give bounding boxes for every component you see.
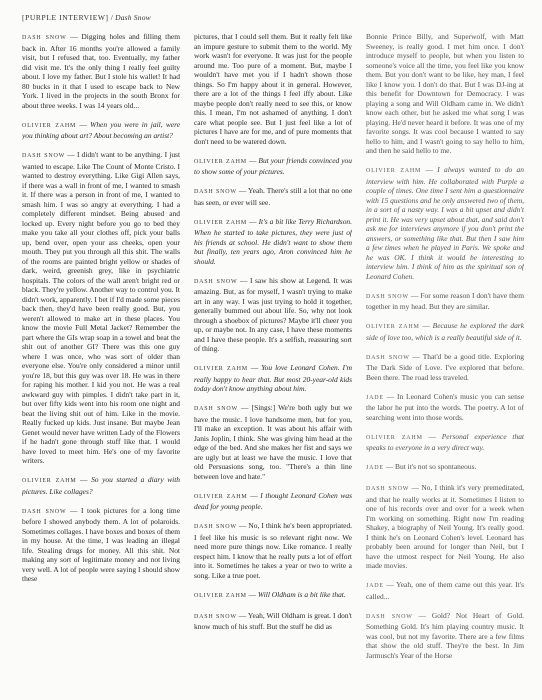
paragraph-text: I thought Leonard Cohen was dead for young people. [194, 490, 352, 511]
speaker-dash: — [66, 505, 81, 515]
speaker-name: DASH SNOW [194, 189, 237, 195]
paragraph-text: So you started a diary with pictures. Like collages? [22, 475, 180, 496]
speaker-dash: — [237, 403, 252, 412]
speaker-dash: — [246, 155, 259, 165]
speaker-name: OLIVIER ZAHM [194, 219, 247, 226]
answer-paragraph [366, 352, 524, 383]
answer-paragraph [366, 392, 524, 423]
speaker-dash: — [383, 462, 396, 471]
speaker-name: OLIVIER ZAHM [194, 158, 247, 165]
speaker-dash: — [412, 610, 432, 620]
paragraph-text: Yeah, Will Oldham is great. I don't know much of his stuff. But the stuff he did as [194, 610, 352, 631]
answer-paragraph [194, 186, 352, 207]
answer-paragraph [194, 611, 352, 632]
text-columns [22, 32, 526, 696]
answer-paragraph [366, 580, 524, 601]
continued-paragraph [366, 32, 524, 156]
answer-paragraph [22, 506, 180, 584]
continued-paragraph [194, 32, 352, 146]
speaker-name: DASH SNOW [194, 613, 237, 620]
speaker-name: DASH SNOW [366, 354, 410, 361]
paragraph-text: I always wanted to do an interview with him. He collaborated with Purple a couple of times. One time I sent him a questionnaire with 15 questions and he only answered two of them, in a sort of a nasty way. I was a bit upset and didn't print it. He was very upset about that, and said don't ask me for interviews anymore if you don't print the answers, or something like that. But then I saw him a few times when he played in Paris. We spoke and he was OK. I think it would be interesting to interview him. I think of him as the spiritual son of Leonard Cohen. [366, 165, 524, 281]
speaker-dash: — [409, 351, 423, 361]
speaker-dash: — [247, 363, 262, 372]
answer-paragraph [22, 150, 180, 466]
paragraph-text: Digging holes and filling them back in. After 16 months you're allowed a family visit, but I refused that, too. Eventually, my father did visit me. It's the only thing I really feel guilty about. I love my father. But I stole his wallet! It had 80 bucks in it that I used to escape back to New York. I lived in the projects in the south Bronx for about three weeks. I was 14 years old... [22, 32, 180, 110]
question-paragraph [194, 156, 352, 177]
paragraph-text: Will Oldham is a bit like that. [257, 589, 346, 599]
speaker-dash: — [247, 490, 261, 500]
paragraph-text: I saw his show at Legend. It was amazing. But, as for myself, I wasn't trying to make art in any way. I was just trying to hold it together, generally bummed out about life. So, why not look through a shoebox of pictures? Maybe it'll cheer you up, or maybe not. In any case, I have these moments and I have these people. It's a selfish, reassuring sort of thing. [194, 275, 352, 353]
speaker-name: OLIVIER ZAHM [22, 122, 77, 129]
speaker-dash: — [246, 216, 259, 226]
speaker-dash: — [383, 391, 397, 401]
speaker-dash: — [65, 150, 77, 159]
speaker-name: OLIVIER ZAHM [366, 168, 422, 174]
speaker-dash: — [246, 589, 258, 599]
paragraph-text: Bonnie Prince Billy, and Superwolf, with Matt Sweeney, is really good. I met him once. I don't introduce myself to people, but when you listen to someone's voice all the time, you feel like you know them. But you don't want to be like, hey man, I feel like I know you. I don't do that. But I was DJ-ing at this benefit for Downtown for Democracy. I was playing a song and Will Oldham came in. We didn't know each other, but he asked me what song I was playing. He'd never heard it before. It was one of my favorite songs. It was cool because I wanted to say hello to him, and I wasn't going to say hello to him, and then he said hello to me. [366, 32, 524, 155]
paragraph-text: I didn't want to be anything. I just wanted to escape. Like The Count of Monte Cristo. I wanted to destroy everything. Like Gigi Allen says, if there was a wall in front of me, I wanted to smash it. If there was a person in front of me, I wanted to smash him. I was so angry at everything. I had a completely different mindset. Being abused and locked up. Every night before you go to bed they make you take all your clothes off, pick your balls up, bend over, open your ass cheeks, open your mouth. They put you through all this shit. The walls of the rooms are painted bright yellow or shades of dark, weird, greenish grey, like in psychiatric hospitals. The colors of the wall aren't bright red or black. They're yellow. Another way to control you. It didn't work, apparently. I bet if I'd made some pieces back then, they'd have been really good. But, you weren't allowed to make art in these places. You know the movie Full Metal Jacket? Remember the part where the GIs wrap soap in a towel and beat the shit out of another GI? There was this one guy where I was once, who was sort of older than everyone else. You're only considered a minor until you're 18, but this guy was over 18. He was in there for raping his mother. I kid you not. He was a real awkward guy with pimples. I didn't take part in it, but over fifty kids went into his room one night and beat the living shit out of him. Like in the movie. Really fucked up kids. Just insane. But maybe Jean Genet would never have written Lady of the Flowers if he hadn't gone through stuff like that. I would have loved to meet him. He's one of my favorite writers. [22, 150, 180, 465]
paragraph-text: Yeah. There's still a lot that no one has seen, or ever will see. [194, 186, 352, 207]
speaker-dash: — [236, 610, 248, 620]
answer-paragraph [194, 521, 352, 580]
paragraph-text: That'd be a good title. Exploring The Dark Side of Love. I've explored that before. Been there. The road less traveled. [366, 351, 524, 382]
speaker-name: DASH SNOW [366, 613, 413, 620]
paragraph-text: Because he explored the dark side of love too, which is a really beautiful side of it. [366, 321, 524, 342]
text-column-2 [194, 32, 352, 696]
paragraph-text: But it's not so spontaneous. [395, 462, 477, 471]
question-paragraph [366, 321, 524, 342]
question-paragraph [194, 363, 352, 394]
speaker-name: JADE [366, 394, 384, 401]
paragraph-text: For some reason I don't have them together in my head. But they are similar. [366, 290, 524, 311]
speaker-dash: — [421, 165, 438, 174]
question-paragraph [366, 165, 524, 281]
paragraph-text: No, I think he's been appropriated. I feel like his music is so relevant right now. We need more pure things now. Like romance. I really respect him. I know that he really puts a lot of effort into it. Sometimes he takes a year or two to write a song. Like a true poet. [194, 521, 352, 580]
question-paragraph [194, 217, 352, 267]
speaker-name: DASH SNOW [22, 35, 67, 41]
speaker-name: DASH SNOW [366, 293, 409, 300]
answer-paragraph [366, 462, 524, 474]
answer-paragraph [22, 32, 180, 110]
speaker-name: DASH SNOW [22, 153, 66, 159]
answer-paragraph [366, 291, 524, 312]
speaker-dash: — [237, 275, 250, 285]
question-paragraph [194, 491, 352, 512]
speaker-name: DASH SNOW [366, 486, 410, 492]
interview-title: Dash Snow [115, 13, 151, 22]
question-paragraph [22, 120, 180, 141]
paragraph-text: You love Leonard Cohen. I'm really happy to hear that. But most 20-year-old kids today don't know anything about him. [194, 363, 352, 393]
speaker-dash: — [422, 431, 442, 441]
speaker-name: OLIVIER ZAHM [366, 324, 420, 330]
speaker-name: DASH SNOW [22, 508, 67, 515]
speaker-name: JADE [366, 583, 384, 589]
paragraph-text: But your friends convinced you to show some of your pictures. [194, 155, 352, 176]
speaker-name: OLIVIER ZAHM [194, 366, 248, 372]
speaker-name: OLIVIER ZAHM [22, 478, 77, 484]
question-paragraph [22, 475, 180, 496]
speaker-name: OLIVIER ZAHM [194, 493, 248, 500]
paragraph-text: When you were in jail, were you thinking about art? About becoming an artist? [22, 119, 180, 140]
speaker-dash: — [66, 32, 82, 41]
speaker-dash: — [236, 186, 249, 195]
speaker-dash: — [76, 475, 92, 484]
paragraph-text: [Sings:] We're both ugly but we have the music. I love handsome men, but for you, I'll make an exception. It was about his affair with Janis Joplin, I think. She was giving him head at the edge of the bed. And she makes her fist and says we are ugly but at least we have the music. I love that old Persuasions song, too. "There's a thin line between love and hate." [194, 403, 352, 481]
paragraph-text: In Leonard Cohen's music you can sense the labor he put into the words. The poetry. A lot of searching went into those words. [366, 391, 524, 422]
paragraph-text: pictures, that I could sell them. But it really felt like an impure gesture to submit them to the world. My work wasn't for everyone. It was just for the people around me. Too pure of a moment. But, maybe I wouldn't have met you if I hadn't shown those things. So I'm happy about it in general. However, there are a lot of the things I feel iffy about. Like maybe people don't really need to see this, or know this. I mean, I'm not ashamed of anything. I don't care what people see. But I just feel like a lot of pictures I have are for me, and of pure moments that don't need to be watered down. [194, 32, 352, 146]
running-head [22, 13, 151, 22]
speaker-dash: — [408, 290, 421, 300]
speaker-name: OLIVIER ZAHM [194, 592, 247, 599]
paragraph-text: I took pictures for a long time before I showed anybody them. A lot of polaroids. Sometimes collages. I have boxes and boxes of them in my house. At the time, I was leading an illegal life. Stealing drugs for money. All this shit. Not making any sort of legitimate money and not living very well. A lot of people were saying I should show these [22, 505, 180, 583]
paragraph-text: No, I think it's very premeditated, and that he really works at it. Sometimes I listen to one of his records over and over for a week when I'm working on something. Right now I'm reading Shakey, a biography of Neil Young. It's really good. I think he's on Leonard Cohen's level. Leonard has probably been around for longer than Neil, but I have the utmost respect for Neil Young. He also made movies. [366, 483, 524, 570]
speaker-dash: — [236, 521, 249, 530]
paragraph-text: Yeah, one of them came out this year. It's called... [366, 580, 524, 601]
paragraph-text: Personal experience that speaks to everyone in a very direct way. [366, 431, 524, 452]
question-paragraph [194, 590, 352, 602]
paragraph-text: It's a bit like Terry Richardson. When he started to take pictures, they were just of his friends at school. He didn't want to show them but finally, ten years ago, Aron convinced him he should. [194, 216, 352, 266]
speaker-name: DASH SNOW [194, 406, 238, 412]
answer-paragraph [194, 276, 352, 354]
question-paragraph [366, 432, 524, 453]
speaker-name: DASH SNOW [194, 278, 238, 285]
speaker-name: DASH SNOW [194, 524, 237, 530]
header-separator: / [108, 13, 116, 22]
speaker-name: OLIVIER ZAHM [366, 434, 423, 441]
speaker-dash: — [76, 119, 91, 129]
speaker-dash: — [419, 321, 433, 330]
text-column-1 [22, 32, 180, 696]
text-column-3 [366, 32, 524, 696]
speaker-dash: — [409, 483, 422, 492]
speaker-name: JADE [366, 465, 384, 471]
paragraph-text: Gold? Not Heart of Gold. Something Gold. It's him playing country music. It was cool, but not my favorite. There are a few films that show the old stuff. They're the best. In Jim Jarmusch's Year of the Horse [366, 610, 524, 660]
answer-paragraph [366, 611, 524, 661]
speaker-dash: — [383, 580, 397, 589]
section-label: [PURPLE INTERVIEW] [22, 13, 109, 22]
answer-paragraph [194, 403, 352, 481]
answer-paragraph [366, 483, 524, 571]
